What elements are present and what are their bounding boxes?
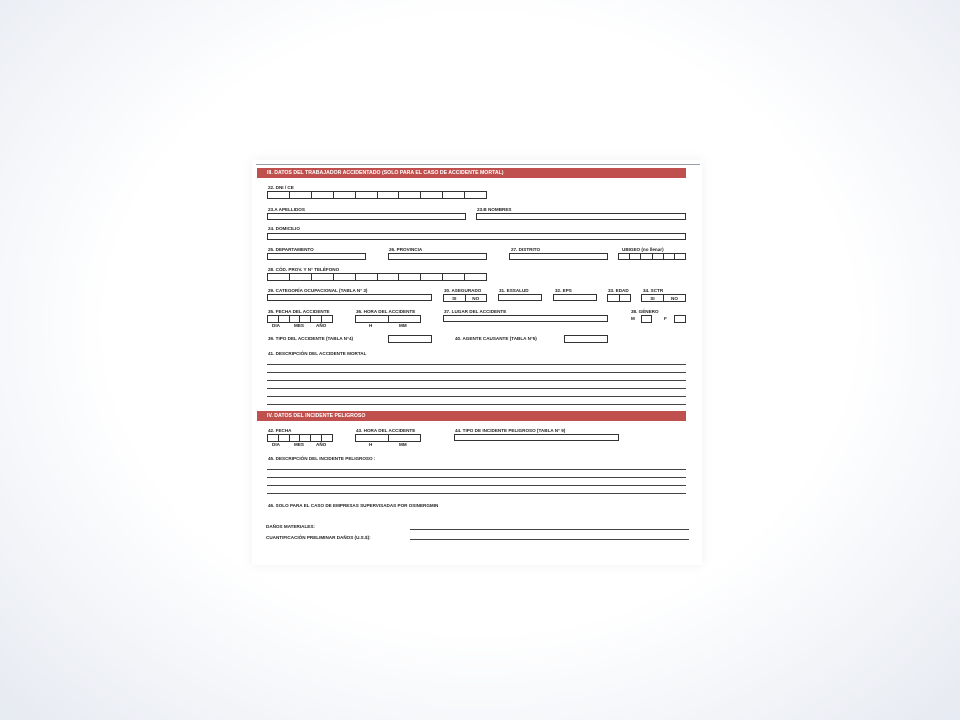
distrito-input[interactable] xyxy=(509,253,608,260)
label-dni: 22. DNI / CE xyxy=(268,185,294,190)
label-departamento: 25. DEPARTAMENTO xyxy=(268,247,314,252)
label-domicilio: 24. DOMICILIO xyxy=(268,226,300,231)
asegurado-si-no[interactable] xyxy=(443,294,487,302)
sctr-si-no[interactable] xyxy=(641,294,686,302)
label-essalud: 31. ESSALUD xyxy=(499,288,529,293)
label-hora-accidente: 36. HORA DEL ACCIDENTE xyxy=(356,309,416,314)
edad-input-cells[interactable] xyxy=(607,294,631,302)
genero-m-checkbox[interactable] xyxy=(641,315,652,323)
ubigeo-input-cells[interactable] xyxy=(618,253,686,260)
label-eps: 32. EPS xyxy=(555,288,572,293)
fecha-incidente-cells[interactable] xyxy=(267,434,333,442)
fecha-accidente-cells[interactable] xyxy=(267,315,333,323)
incidente-h-label: H xyxy=(369,442,373,447)
label-cuantificacion: CUANTIFICACIÓN PRELIMINAR DAÑOS (U.S.$): xyxy=(266,535,371,540)
label-osinergmin: 46. SOLO PARA EL CASO DE EMPRESAS SUPERVISADAS POR OSINERGMIN xyxy=(268,503,439,508)
departamento-input[interactable] xyxy=(267,253,366,260)
top-divider xyxy=(256,164,700,165)
cuantificacion-line[interactable] xyxy=(410,539,689,540)
label-sctr: 34. SCTR xyxy=(643,288,664,293)
label-edad: 33. EDAD xyxy=(608,288,629,293)
label-descripcion-accidente: 41. DESCRIPCIÓN DEL ACCIDENTE MORTAL xyxy=(268,351,367,356)
label-provincia: 26. PROVINCIA xyxy=(389,247,423,252)
hora-incidente-cells[interactable] xyxy=(355,434,421,442)
section-3-header: III. DATOS DEL TRABAJADOR ACCIDENTADO (SOLO PARA EL CASO DE ACCIDENTE MORTAL) xyxy=(257,168,686,178)
genero-f-label: F xyxy=(664,316,667,321)
label-hora-incidente: 43. HORA DEL ACCIDENTE xyxy=(356,428,416,433)
incidente-mm-label: MM xyxy=(399,442,407,447)
domicilio-input[interactable] xyxy=(267,233,686,240)
descripcion-line-2[interactable] xyxy=(267,372,686,373)
hora-h-label: H xyxy=(369,323,373,328)
descripcion-line-1[interactable] xyxy=(267,364,686,365)
label-telefono: 28. CÓD. PROV. Y N° TELÉFONO xyxy=(268,267,340,272)
label-ubigeo: UBIGEO (no llenar) xyxy=(622,247,664,252)
label-danios-materiales: DAÑOS MATERIALES: xyxy=(266,524,315,529)
label-apellidos: 23.A APELLIDOS xyxy=(268,207,305,212)
label-agente-causante: 40. AGENTE CAUSANTE (TABLA N°5) xyxy=(455,336,537,341)
label-fecha-accidente: 35. FECHA DEL ACCIDENTE xyxy=(268,309,330,314)
hora-accidente-cells[interactable] xyxy=(355,315,421,323)
danios-materiales-line[interactable] xyxy=(410,529,689,530)
incidente-anio-label: AÑO xyxy=(316,442,327,447)
descripcion-line-6[interactable] xyxy=(267,404,686,405)
dni-input-cells[interactable] xyxy=(267,191,487,199)
fecha-dia-label: DIA xyxy=(272,323,280,328)
label-genero: 38. GÉNERO xyxy=(631,309,659,314)
incidente-mes-label: MES xyxy=(294,442,304,447)
incidente-line-2[interactable] xyxy=(267,477,686,478)
telefono-input-cells[interactable] xyxy=(267,273,487,281)
fecha-anio-label: AÑO xyxy=(316,323,327,328)
label-nombres: 23.B NOMBRES xyxy=(477,207,512,212)
apellidos-input[interactable] xyxy=(267,213,466,220)
genero-f-checkbox[interactable] xyxy=(674,315,686,323)
asegurado-si[interactable]: SI xyxy=(444,295,466,301)
label-tipo-accidente: 39. TIPO DEL ACCIDENTE (TABLA N°4) xyxy=(268,336,354,341)
sctr-no[interactable]: NO xyxy=(671,296,678,301)
incidente-line-3[interactable] xyxy=(267,485,686,486)
tipo-incidente-input[interactable] xyxy=(454,434,619,441)
categoria-input[interactable] xyxy=(267,294,432,301)
agente-causante-input[interactable] xyxy=(564,335,608,343)
label-fecha-incidente: 42. FECHA xyxy=(268,428,292,433)
label-tipo-incidente: 44. TIPO DE INCIDENTE PELIGROSO (TABLA N° 9) xyxy=(455,428,566,433)
descripcion-line-3[interactable] xyxy=(267,380,686,381)
fecha-mes-label: MES xyxy=(294,323,304,328)
nombres-input[interactable] xyxy=(476,213,686,220)
tipo-accidente-input[interactable] xyxy=(388,335,432,343)
asegurado-no[interactable]: NO xyxy=(472,296,480,301)
essalud-input[interactable] xyxy=(498,294,542,301)
descripcion-line-5[interactable] xyxy=(267,396,686,397)
label-categoria: 29. CATEGORÍA OCUPACIONAL (TABLA N° 3) xyxy=(268,288,368,293)
eps-input[interactable] xyxy=(553,294,597,301)
genero-m-label: M xyxy=(631,316,635,321)
lugar-accidente-input[interactable] xyxy=(443,315,608,322)
label-distrito: 27. DISTRITO xyxy=(511,247,541,252)
incidente-dia-label: DIA xyxy=(272,442,280,447)
provincia-input[interactable] xyxy=(388,253,487,260)
descripcion-line-4[interactable] xyxy=(267,388,686,389)
hora-mm-label: MM xyxy=(399,323,407,328)
section-4-header: IV. DATOS DEL INCIDENTE PELIGROSO xyxy=(257,411,686,421)
incidente-line-1[interactable] xyxy=(267,469,686,470)
incidente-line-4[interactable] xyxy=(267,493,686,494)
sctr-si[interactable]: SI xyxy=(642,295,664,301)
label-descripcion-incidente: 45. DESCRIPCIÓN DEL INCIDENTE PELIGROSO : xyxy=(268,456,376,461)
label-lugar-accidente: 37. LUGAR DEL ACCIDENTE xyxy=(444,309,507,314)
label-asegurado: 30. ASEGURADO xyxy=(444,288,482,293)
